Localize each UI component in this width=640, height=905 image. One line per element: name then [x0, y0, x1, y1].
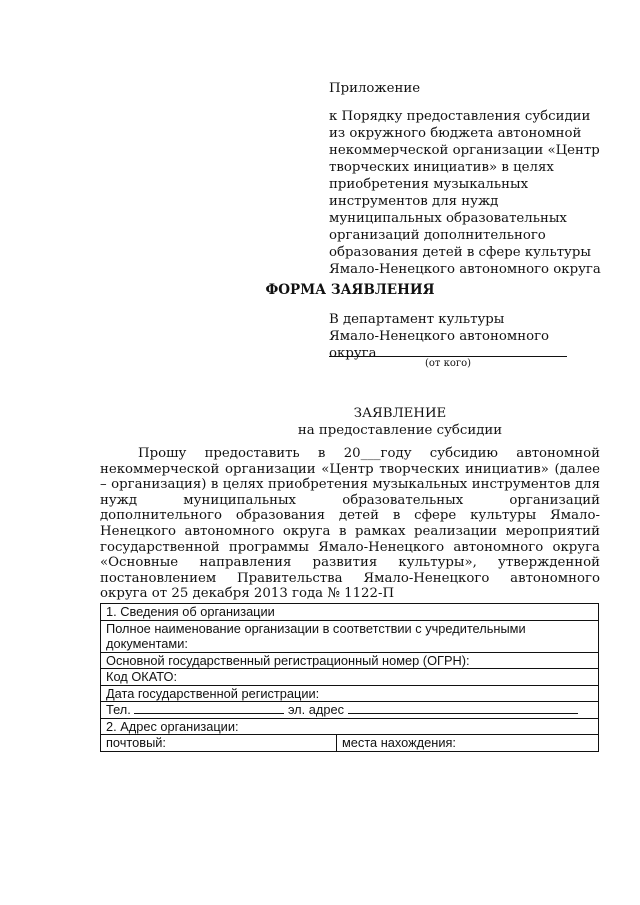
table-row [101, 685, 599, 702]
section-2-title: 2. Адрес организации: [101, 718, 599, 735]
addressee-line2: Ямало-Ненецкого автономного округа [329, 329, 550, 361]
okato-field[interactable]: Код ОКАТО: [101, 669, 599, 686]
postal-address-field[interactable]: почтовый: [101, 735, 337, 752]
application-body: Прошу предоставить в 20___году субсидию автономной некоммерческой организации «Центр творческих инициатив» (далее – организация) в целях приобретения музыкальных инструментов для нужд муниципальных образовательных организаций дополнительного образования детей в сфере культуры Ямало-Ненецкого автономного округа в рамках реализации мероприятий государственной программы Ямало-Ненецкого автономного округа «Основные направления развития культуры», утвержденной постановлением Правительства Ямало-Ненецкого автономного округа от 25 декабря 2013 года № 1122-П [100, 446, 600, 602]
phone-label: Тел. [106, 702, 131, 717]
addressee-line1: В департамент культуры [329, 312, 505, 327]
contacts-row[interactable] [101, 702, 599, 719]
section-1-title: 1. Сведения об организации [101, 604, 599, 621]
ogrn-field[interactable]: Основной государственный регистрационный номер (ОГРН): [101, 652, 599, 669]
full-name-field[interactable]: Полное наименование организации в соответствии с учредительными документами: [101, 620, 599, 652]
table-row [101, 735, 599, 752]
email-label: эл. адрес [287, 702, 344, 717]
phone-blank[interactable] [134, 702, 284, 714]
table-row [101, 604, 599, 621]
registration-date-field[interactable]: Дата государственной регистрации: [101, 685, 599, 702]
application-heading: ЗАЯВЛЕНИЕ [353, 406, 447, 421]
table-row [101, 620, 599, 652]
appendix-title: Приложение [329, 81, 421, 96]
addressee-block [329, 311, 589, 362]
email-blank[interactable] [348, 702, 578, 714]
table-row [101, 702, 599, 719]
form-title: ФОРМА ЗАЯВЛЕНИЯ [265, 282, 435, 298]
organization-info-table [100, 603, 599, 752]
application-heading-block [100, 405, 640, 439]
from-underline [329, 356, 567, 357]
appendix-block [329, 80, 604, 278]
from-label: (от кого) [424, 358, 472, 369]
appendix-text: к Порядку предоставления субсидии из окружного бюджета автономной некоммерческой организации «Центр творческих инициатив» в целях приобретения музыкальных инструментов для нужд муниципальных образовательных организаций дополнительного образования детей в сфере культуры Ямало-Ненецкого автономного округа [329, 109, 601, 277]
application-subheading: на предоставление субсидии [297, 423, 503, 438]
table-row [101, 669, 599, 686]
table-row [101, 652, 599, 669]
location-address-field[interactable]: места нахождения: [337, 735, 599, 752]
table-row [101, 718, 599, 735]
